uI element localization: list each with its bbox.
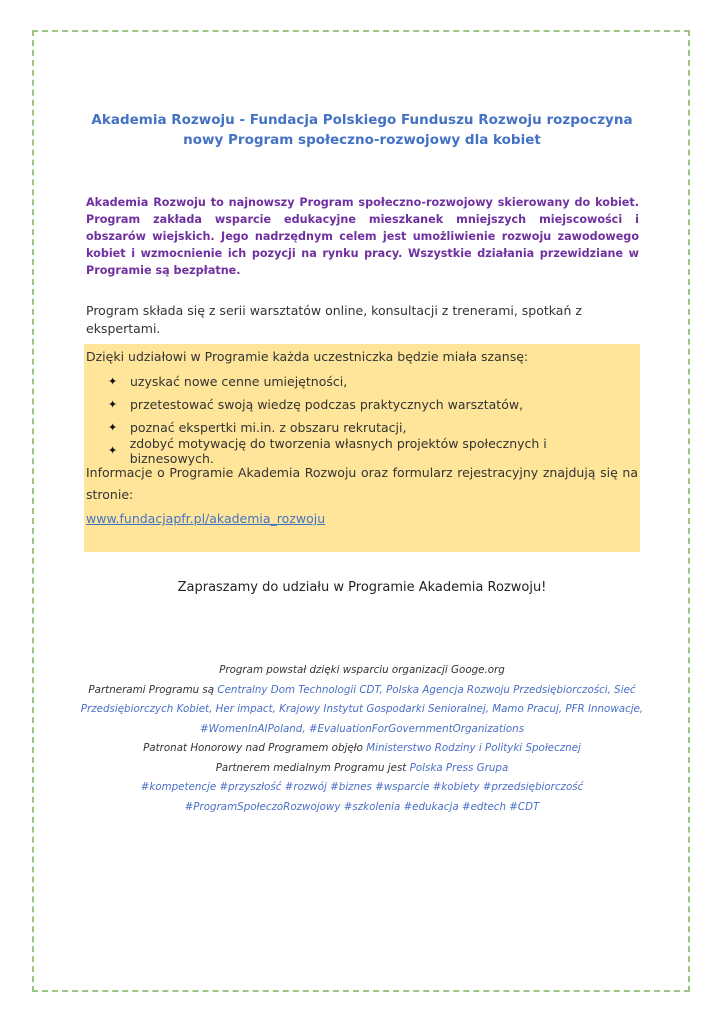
patronage-line bbox=[80, 739, 644, 759]
program-description: Program składa się z serii warsztatów online, konsultacji z trenerami, spotkań z ekspertami. bbox=[86, 303, 582, 336]
partners-prefix: Partnerami Programu są bbox=[88, 683, 218, 696]
four-point-star-icon: ✦ bbox=[108, 445, 118, 457]
benefits-list bbox=[108, 370, 628, 466]
invitation-heading: Zapraszamy do udziału w Programie Akademia Rozwoju! bbox=[177, 580, 547, 595]
list-item-text: poznać ekspertki mi.in. z obszaru rekrutacji, bbox=[130, 420, 407, 435]
support-line: Program powstał dzięki wsparciu organizacji Googe.org bbox=[219, 664, 505, 676]
media-partner-name: Polska Press Grupa bbox=[409, 761, 509, 774]
credits-block bbox=[80, 661, 644, 817]
title-line-2: nowy Program społeczno-rozwojowy dla kobiet bbox=[183, 132, 541, 148]
list-item-text: przetestować swoją wiedzę podczas praktycznych warsztatów, bbox=[130, 397, 524, 412]
box-lead: Dzięki udziałowi w Programie każda uczestniczka będzie miała szansę: bbox=[86, 349, 529, 364]
hashtags: #kompetencje #przyszłość #rozwój #biznes #wsparcie #kobiety #przedsiębiorczość #ProgramSpołeczoRozwojowy #szkolenia #edukacja #edtech #CDT bbox=[140, 781, 584, 813]
four-point-star-icon: ✦ bbox=[108, 376, 118, 388]
title-line-1: Akademia Rozwoju - Fundacja Polskiego Funduszu Rozwoju rozpoczyna bbox=[91, 112, 633, 128]
page-title bbox=[60, 110, 664, 150]
registration-info: Informacje o Programie Akademia Rozwoju oraz formularz rejestracyjny znajdują się na stronie: bbox=[86, 465, 638, 502]
patronage-name: Ministerstwo Rodziny i Polityki Społecznej bbox=[366, 742, 581, 754]
program-link[interactable]: www.fundacjapfr.pl/akademia_rozwoju bbox=[86, 511, 326, 526]
partners-line bbox=[80, 681, 644, 740]
intro-paragraph: Akademia Rozwoju to najnowszy Program społeczno-rozwojowy skierowany do kobiet. Program zakłada wsparcie edukacyjne mieszkanek mniejszych miejscowości i obszarów wiejskich. Jego nadrzędnym celem jest umożliwienie rozwoju zawodowego kobiet i wzmocnienie ich pozycji na rynku pracy. Wszystkie działania przewidziane w Programie są bezpłatne. bbox=[86, 196, 639, 277]
list-item bbox=[108, 393, 628, 416]
media-prefix: Partnerem medialnym Programu jest bbox=[215, 761, 410, 774]
list-item-text: zdobyć motywację do tworzenia własnych projektów społecznych i biznesowych. bbox=[129, 435, 547, 466]
list-item bbox=[108, 370, 628, 393]
partners-list: Centralny Dom Technologii CDT, Polska Agencja Rozwoju Przedsiębiorczości, Sieć Przedsiębiorczych Kobiet, Her impact, Krajowy Instytut Gospodarki Senioralnej, Mamo Pracuj, PFR Innowacje, #WomenInAIPoland, #EvaluationForGovernmentOrganizations bbox=[80, 683, 644, 735]
four-point-star-icon: ✦ bbox=[108, 399, 118, 411]
patronage-prefix: Patronat Honorowy nad Programem objęło bbox=[143, 742, 367, 754]
media-partner-line bbox=[80, 759, 644, 779]
four-point-star-icon: ✦ bbox=[108, 422, 118, 434]
list-item bbox=[108, 435, 628, 466]
list-item-text: uzyskać nowe cenne umiejętności, bbox=[130, 374, 348, 389]
